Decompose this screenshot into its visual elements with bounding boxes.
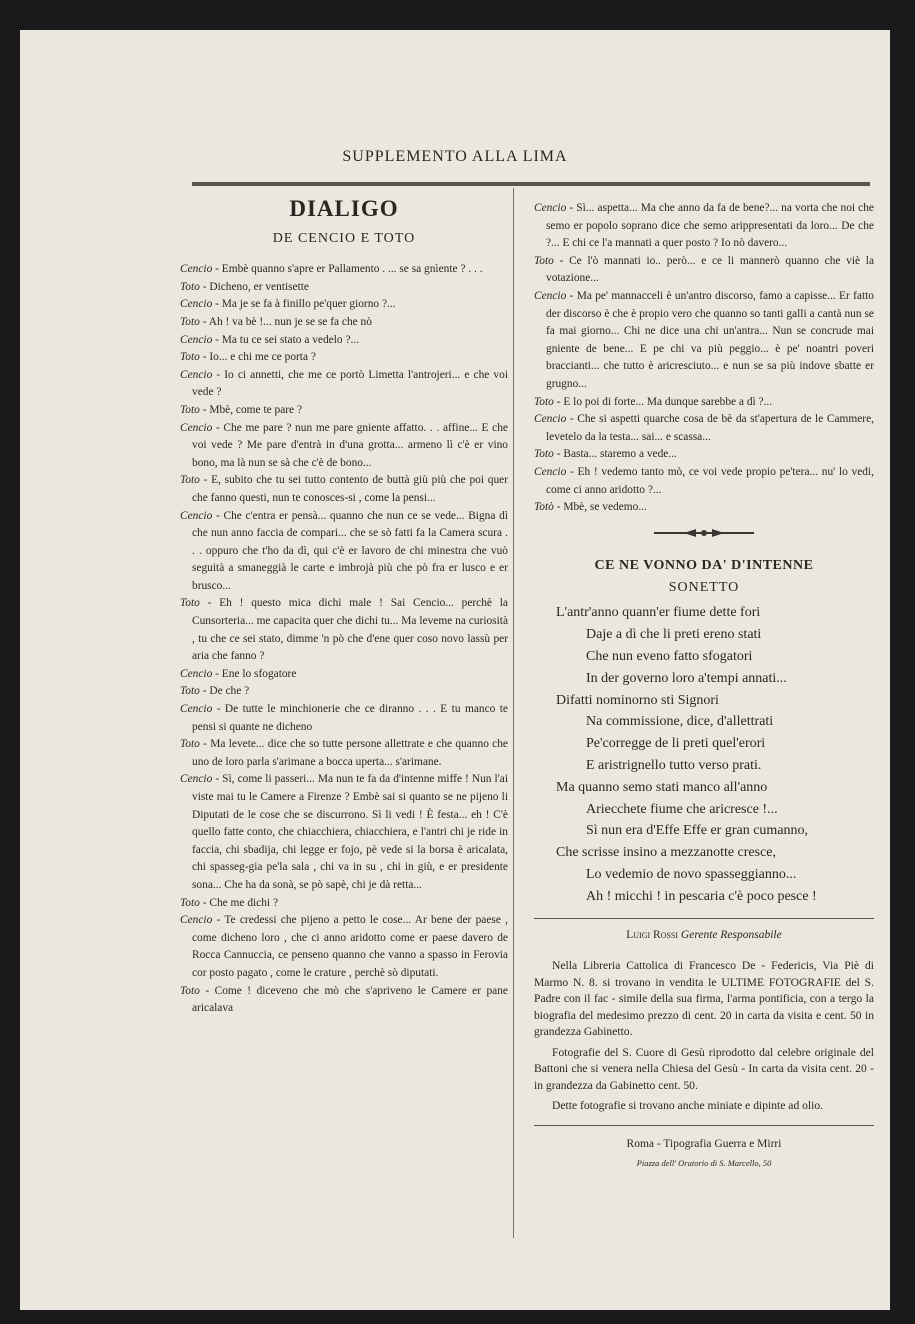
sonnet-verses: [534, 602, 874, 907]
speech-text: - Dicheno, er ventisette: [202, 280, 309, 293]
dialogue-line: [534, 499, 874, 517]
dialogue-line: [180, 402, 508, 420]
gerente-name: Luigi Rossi: [626, 928, 679, 941]
speech-text: - Che me dichi ?: [202, 896, 278, 909]
speech-text: - Ma je se fa à finillo pe'quer giorno ?...: [215, 298, 396, 311]
dialogue-line: [534, 288, 874, 394]
sonnet-verse: Che nun eveno fatto sfogatori: [586, 649, 753, 665]
dialogue-line: [180, 279, 508, 297]
speech-text: - Embè quanno s'apre er Pallamento . ... se sa gnìente ? . . .: [215, 263, 483, 276]
dialogue-line: [534, 394, 874, 412]
speaker-name: Cencio: [180, 773, 213, 786]
speech-text: - Io ci annetti, che me ce portò Limetta l'antrojeri... e che voi vede ?: [192, 368, 508, 399]
speaker-name: Toto: [180, 984, 200, 997]
sonnet-title: CE NE VONNO DA' D'INTENNE: [594, 558, 814, 574]
speaker-name: Cencio: [180, 667, 213, 680]
speaker-name: Toto: [180, 685, 200, 698]
dialogue-line: [534, 446, 874, 464]
speaker-name: Toto: [534, 254, 554, 267]
notice-paragraph: Fotografie del S. Cuore di Gesù riprodotto dal celebre originale del Battoni che si venera nella Chiesa del Gesù - In carta da visita cent. 20 - in grandezza da Gabinetto cent. 50.: [534, 1045, 874, 1092]
dialogue-line: [180, 296, 508, 314]
dialogue-lines-continued: [534, 200, 874, 517]
sonnet-verse: Sì nun era d'Effe Effe er gran cumanno,: [586, 823, 809, 839]
speech-text: - Mbè, come te pare ?: [202, 403, 303, 416]
dialogue-line: [180, 349, 508, 367]
dialogue-title: DIALIGO: [289, 196, 399, 221]
speaker-name: Cencio: [534, 289, 567, 302]
sonnet-verse: Lo vedemio de novo spasseggianno...: [586, 867, 797, 883]
speaker-name: Cencio: [534, 413, 567, 426]
speaker-name: Cencio: [180, 914, 213, 927]
speech-text: - Ma tu ce sei stato a vedelo ?...: [215, 333, 360, 346]
dialogue-subtitle: DE CENCIO E TOTO: [272, 230, 416, 246]
newspaper-page: [20, 30, 890, 1310]
speaker-name: Toto: [534, 395, 554, 408]
speaker-name: Toto: [180, 597, 200, 610]
sonnet-verse: Na commissione, dice, d'allettrati: [586, 714, 774, 730]
sonnet-verse: In der governo loro a'tempi annati...: [586, 670, 787, 686]
speech-text: - De tutte le minchionerie che ce diranno . . . E tu manco te pensi si quante ne dicheno: [192, 703, 508, 733]
sonnet-verse: Ma quanno semo stati manco all'anno: [556, 779, 768, 795]
speaker-name: Toto: [180, 474, 200, 487]
sonnet-verse: Ariecchete fiume che aricresce !...: [586, 801, 778, 817]
dialogue-line: [180, 420, 508, 473]
speaker-name: Cencio: [180, 263, 213, 276]
column-divider: [513, 188, 514, 1238]
speech-text: - Sì... aspetta... Ma che anno da fa de bene?... na vorta che noi che semo er popolo soprano dice che semo arippresentati da loro... De che ?... E chi ce l'a mannati a quer posto ? Io nò davero...: [546, 202, 874, 250]
sonnet-verse: Pe'corregge de li preti quel'erori: [586, 736, 766, 752]
speaker-name: Toto: [180, 315, 200, 328]
speaker-name: Cencio: [180, 703, 213, 716]
ornament-separator: [534, 525, 874, 541]
dialogue-line: [180, 983, 508, 1018]
speaker-name: Cencio: [180, 333, 213, 346]
gerente-line: [534, 927, 874, 945]
sonnet-verse: E aristrignello tutto verso prati.: [586, 758, 762, 774]
imprint-rule: [534, 1125, 874, 1126]
dialogue-line: [180, 508, 508, 596]
speech-text: - Come ! diceveno che mò che s'apriveno le Camere er pane aricalava: [192, 984, 508, 1015]
speech-text: - Ce l'ò mannati io.. però... e ce li mannerò quanno che viè la votazione...: [546, 254, 874, 285]
speaker-name: Toto: [180, 280, 200, 293]
dialogue-column: [180, 196, 508, 1018]
speech-text: - Ene lo sfogatore: [215, 667, 297, 680]
right-column: [534, 200, 874, 1173]
speech-text: - Ah ! va bè !... nun je se se fa che nò: [202, 315, 372, 328]
speaker-name: Cencio: [534, 202, 567, 214]
speech-text: - Basta... staremo a vede...: [556, 448, 677, 461]
speech-text: - Che me pare ? nun me pare gniente affatto. . . affine... E che voi vede ? Me pare d'entrà in d'una grotta... armeno lì c'è er vino bono, ma là nun se sà che c'è de bono...: [192, 421, 508, 469]
speaker-name: Totò: [534, 501, 554, 514]
imprint-printer: Roma - Tipografia Guerra e Mirri: [626, 1137, 782, 1150]
dialogue-line: [534, 253, 874, 288]
dialogue-line: [180, 666, 508, 684]
dialogue-line: [180, 683, 508, 701]
speech-text: - E, subito che tu sei tutto contento de buttà giù più che poi quer che fanno questi, nun te conosces-si , come la pensi...: [192, 474, 508, 504]
speaker-name: Toto: [180, 738, 200, 751]
dialogue-line: [180, 771, 508, 894]
dialogue-line: [180, 912, 508, 982]
speaker-name: Cencio: [180, 421, 213, 434]
speech-text: - E lo poi di forte... Ma dunque sarebbe a dì ?...: [556, 395, 773, 408]
speech-text: - Ma levete... dice che so tutte persone allettrate e che quanno che uno de loro parla s'arimane a bocca uperta... s'arimane.: [192, 738, 508, 768]
speaker-name: Cencio: [534, 465, 567, 478]
speech-text: - Io... e chi me ce porta ?: [202, 351, 316, 364]
dialogue-line: [180, 701, 508, 736]
gerente-role: Gerente Responsabile: [680, 928, 782, 941]
dialogue-line: [534, 464, 874, 499]
masthead: SUPPLEMENTO ALLA LIMA: [342, 148, 568, 165]
speech-text: - Sì, come li passeri... Ma nun te fa da d'intenne miffe ! Nun l'ai viste mai tu le Camere a Firenze ? Embè sai si quanto se ne pijeno li Diputati de le cose che se discurrono. Sì li vedi ! È festa... eh ! C'è quello fatte conto, che chiacchiera, chiacchiera, e l'antri chi je ride in faccia, chi sbadija, chi legge er fojo, pè vede si la borsa è aricalata, chi spasseg-gia pe'la sala , chi va in su , chi in giù, e er presidente sona... Che ha da sonà, se pò sapè, chi je dà retta...: [192, 773, 508, 891]
dialogue-lines: [180, 261, 508, 1018]
masthead-rule: [192, 182, 870, 186]
sonnet-verse: Daje a dì che li preti ereno stati: [586, 627, 762, 643]
speaker-name: Cencio: [180, 298, 213, 311]
speech-text: - Eh ! vedemo tanto mò, ce voi vede propio pe'tera... nu' lo vedi, come ci anno aridotto ?...: [546, 465, 874, 496]
speech-text: - De che ?: [202, 685, 250, 698]
speaker-name: Toto: [180, 403, 200, 416]
section-rule: [534, 918, 874, 919]
sonnet-verse: L'antr'anno quann'er fiume dette fori: [556, 605, 761, 621]
speaker-name: Cencio: [180, 368, 213, 381]
speaker-name: Toto: [180, 351, 200, 364]
dialogue-line: [180, 595, 508, 665]
sonnet-verse: Difatti nominorno sti Signori: [556, 692, 719, 708]
speaker-name: Toto: [180, 896, 200, 909]
dialogue-line: [180, 261, 508, 279]
speech-text: - Che c'entra er pensà... quanno che nun ce se vede... Bigna dì che nun anno faccia de compari... che se sò fatti fa la Camera scura . . . oppuro che t'ho da dì, qui c'è er lavoro de chi minestra che vuò seguità a smaneggià le carte e imbrojà più che pò fra er lusco e er brusco...: [192, 509, 508, 592]
sonnet-verse: Ah ! micchi ! in pescaria c'è poco pesce !: [586, 888, 817, 904]
notices: [534, 958, 874, 1115]
dialogue-line: [180, 332, 508, 350]
imprint-address: Piazza dell' Oratorio di S. Marcello, 50: [636, 1158, 772, 1169]
sonnet-subtitle: SONETTO: [668, 579, 740, 595]
speech-text: - Eh ! questo mica dichi male ! Sai Cencio... perchè la Cunsorteria... me capacita quer che dichi tu... Ma leveme na curiosità , tu che ce sei stato, dimme 'n pò che d'ene quer coso novo lassù per aria che fanno ?: [192, 597, 508, 663]
dialogue-line: [180, 736, 508, 771]
dialogue-line: [180, 314, 508, 332]
dialogue-line: [534, 200, 874, 253]
speech-text: - Ma pe' mannacceli è un'antro discorso, famo a capisse... Er fatto der discorso è che è propio vero che quanno so tanti galli a cantà nun se fa mai giorno... Chi ne dice una chi un'antra... Nun se concrude mai gniente de bene... E pe chi va più peggio... è pe' noantri poveri braccianti... che tutto è aricresciuto... e nun se sa più indove sbatte er grugno...: [546, 289, 874, 390]
notice-paragraph: Nella Libreria Cattolica di Francesco De - Federicis, Via Piè di Marmo N. 8. si trovano in vendita le ULTIME FOTOGRAFIE del S. Padre con il fac - simile della sua firma, l'arma pontificia, con a tergo la biografia del medesimo prezzo di cent. 20 in carta da visita e cent. 50 in grandezza Gabinetto.: [534, 959, 874, 1039]
sonnet-verse: Che scrisse insino a mezzanotte cresce,: [556, 845, 777, 861]
dialogue-line: [180, 472, 508, 507]
speech-text: - Che si aspetti quarche cosa de bè da st'apertura de le Cammere, levetelo da la testa... sai... e scassa...: [546, 413, 874, 443]
speech-text: - Mbè, se vedemo...: [556, 501, 647, 514]
dialogue-line: [180, 367, 508, 402]
dialogue-line: [534, 411, 874, 446]
dialogue-line: [180, 895, 508, 913]
speaker-name: Cencio: [180, 509, 213, 522]
speaker-name: Toto: [534, 448, 554, 461]
speech-text: - Te credessi che pijeno a petto le cose... Ar bene der paese , come dicheno loro , che ci anno aridotto come er paese davero de Rocca Cannuccia, ce penseno quanno che vanno a spasso in Ferovia cor posto pagato , come le crature , perchè sò diputati.: [192, 914, 508, 979]
notice-paragraph: Dette fotografie si trovano anche miniate e dipinte ad olio.: [552, 1099, 824, 1113]
